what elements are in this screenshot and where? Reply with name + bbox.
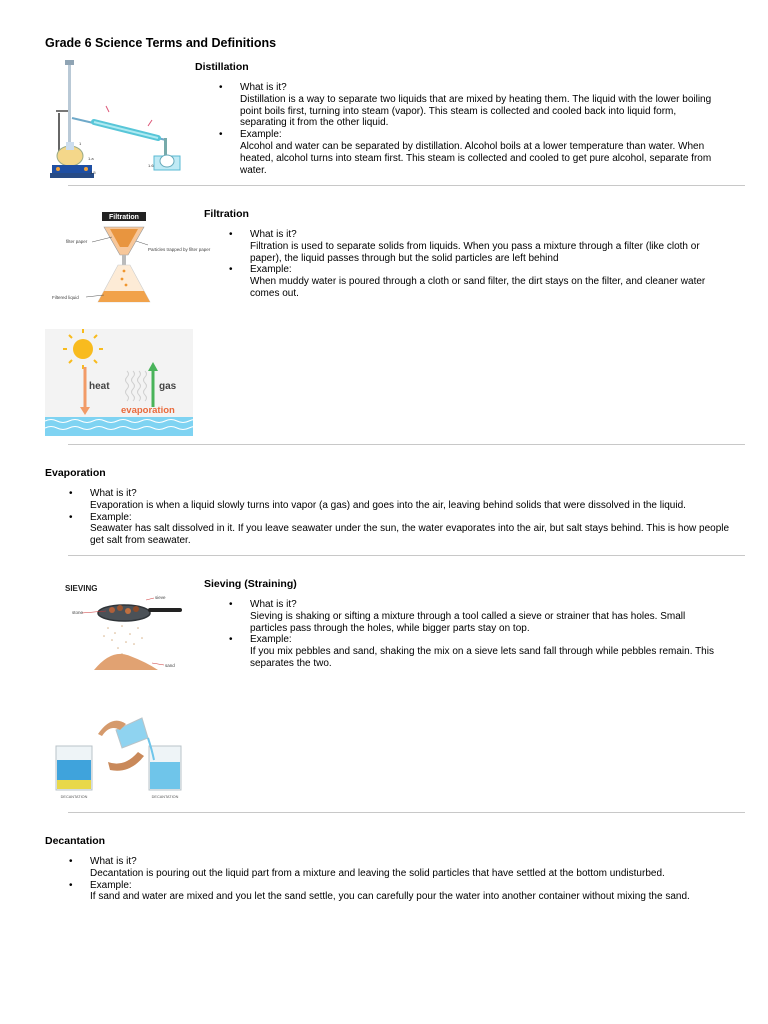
sieving-figure-title: SIEVING (65, 584, 98, 593)
svg-text:1: 1 (79, 141, 82, 146)
bullet: • (229, 634, 233, 646)
filtration-heading: Filtration (204, 208, 249, 220)
distillation-apparatus-figure (46, 60, 191, 182)
example-label: Example: (240, 129, 282, 141)
list-item (219, 129, 725, 176)
example-text: If you mix pebbles and sand, shaking the mix on a sieve lets sand fall through while pebbles remain. This separates the two. (250, 646, 714, 669)
question-label: What is it? (250, 229, 297, 240)
question-label: What is it? (90, 856, 137, 867)
filtration-list (229, 229, 725, 300)
example-text: Alcohol and water can be separated by distillation. Alcohol boils at a lower temperature than water. When heated, alcohol turns into steam first. This steam is collected and cooled to get pure alcohol, separate from water. (240, 140, 712, 176)
example-label: Example: (90, 879, 132, 891)
sieving-heading: Sieving (Straining) (204, 578, 297, 590)
distillation-list (219, 82, 725, 176)
question-label: What is it? (250, 599, 297, 610)
page-title: Grade 6 Science Terms and Definitions (45, 36, 277, 50)
evaporation-heat-label: heat (89, 381, 110, 392)
list-item (229, 634, 725, 669)
bullet: • (229, 229, 233, 240)
list-item (69, 511, 730, 547)
evaporation-caption: evaporation (121, 405, 175, 416)
svg-text:1.a: 1.a (88, 156, 94, 161)
example-text: When muddy water is poured through a cloth or sand filter, the dirt stays on the filter, and cleaner water comes out. (250, 276, 706, 299)
list-item (69, 879, 730, 904)
bullet: • (219, 82, 223, 93)
question-label: What is it? (90, 488, 137, 499)
decantation-heading: Decantation (45, 835, 106, 847)
evaporation-list (69, 488, 730, 547)
sieving-list (229, 599, 725, 670)
decantation-label-left: DECANTATION (60, 795, 88, 799)
example-label: Example: (90, 511, 132, 523)
definition-text: Sieving is shaking or sifting a mixture through a tool called a sieve or strainer that has holes. Small particles pass through the holes, while bigger parts stay on top. (250, 610, 686, 634)
filtration-label-paper: filter paper (66, 239, 88, 244)
evaporation-figure (45, 329, 193, 436)
bullet: • (69, 879, 73, 891)
sieving-label-sand: sand (165, 663, 175, 668)
section-divider (68, 555, 745, 556)
filtration-figure (52, 207, 211, 307)
section-divider (68, 444, 745, 445)
evaporation-heading: Evaporation (45, 467, 106, 479)
definition-text: Distillation is a way to separate two liquids that are mixed by heating them. The liquid with the lower boiling point boils first, turning into steam (vapor). This steam is collected and cooled back into liquid form, separating it from the other liquid. (240, 93, 712, 129)
bullet: • (229, 599, 233, 610)
evaporation-gas-label: gas (159, 381, 177, 392)
definition-text: Decantation is pouring out the liquid part from a mixture and leaving the solid particles that have settled at the bottom undisturbed. (90, 867, 665, 879)
sieving-label-stone: stone (72, 610, 84, 615)
decantation-label-right: DECANTATION (151, 795, 179, 799)
filtration-label-particles: Particles trapped by filter paper (148, 247, 211, 252)
decantation-list (69, 856, 730, 903)
sieving-label-sieve: sieve (155, 595, 166, 600)
section-divider (68, 185, 745, 186)
distillation-heading: Distillation (195, 61, 249, 73)
svg-text:1.6: 1.6 (148, 163, 154, 168)
bullet: • (69, 511, 73, 523)
list-item (229, 264, 725, 299)
list-item (219, 82, 725, 129)
list-item (229, 599, 725, 634)
list-item (69, 488, 730, 512)
bullet: • (69, 856, 73, 867)
bullet: • (69, 488, 73, 499)
question-label: What is it? (240, 82, 287, 93)
bullet: • (219, 129, 223, 141)
decantation-figure (48, 704, 193, 802)
filtration-label-liquid: Filtered liquid (52, 295, 79, 300)
filtration-figure-title: Filtration (109, 214, 139, 221)
example-text: Seawater has salt dissolved in it. If you leave seawater under the sun, the water evaporates into the air, but salt stays behind. This is how people get salt from seawater. (90, 523, 730, 547)
example-label: Example: (250, 264, 292, 276)
bullet: • (229, 264, 233, 276)
svg-text:1.5: 1.5 (90, 170, 96, 175)
example-text: If sand and water are mixed and you let the sand settle, you can carefully pour the water into another container without mixing the sand. (90, 891, 690, 903)
sieving-figure (60, 578, 195, 678)
definition-text: Filtration is used to separate solids from liquids. When you pass a mixture through a filter (like cloth or paper), the liquid passes through but the solid particles are left behind (250, 240, 700, 264)
example-label: Example: (250, 634, 292, 646)
list-item (229, 229, 725, 264)
section-divider (68, 812, 745, 813)
definition-text: Evaporation is when a liquid slowly turns into vapor (a gas) and goes into the air, leaving behind solids that were dissolved in the liquid. (90, 499, 686, 511)
list-item (69, 856, 730, 880)
